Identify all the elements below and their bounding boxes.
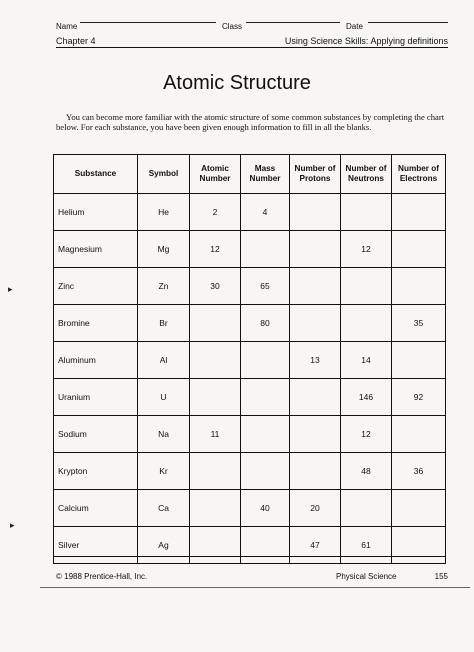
answer-cell[interactable] <box>190 527 241 564</box>
answer-cell[interactable]: 65 <box>241 268 290 305</box>
answer-cell[interactable] <box>241 231 290 268</box>
answer-cell[interactable] <box>190 305 241 342</box>
answer-cell[interactable]: 12 <box>341 416 392 453</box>
answer-cell[interactable] <box>290 194 341 231</box>
book-title: Physical Science <box>336 572 397 581</box>
table-cell: Mg <box>138 231 190 268</box>
answer-cell[interactable]: 61 <box>341 527 392 564</box>
answer-cell[interactable]: 30 <box>190 268 241 305</box>
column-header: Number of Electrons <box>392 155 446 194</box>
table-row <box>54 194 446 231</box>
answer-cell[interactable] <box>290 379 341 416</box>
answer-cell[interactable]: 11 <box>190 416 241 453</box>
answer-cell[interactable] <box>392 194 446 231</box>
table-cell: Calcium <box>54 490 138 527</box>
answer-cell[interactable] <box>341 490 392 527</box>
table-cell: He <box>138 194 190 231</box>
answer-cell[interactable] <box>290 305 341 342</box>
table-cell: Sodium <box>54 416 138 453</box>
table-cell: Kr <box>138 453 190 490</box>
column-header: Mass Number <box>241 155 290 194</box>
table-row <box>54 268 446 305</box>
table-cell: Helium <box>54 194 138 231</box>
answer-cell[interactable]: 48 <box>341 453 392 490</box>
table-cell: Ca <box>138 490 190 527</box>
table-row <box>54 231 446 268</box>
answer-cell[interactable] <box>341 305 392 342</box>
table-row <box>54 416 446 453</box>
answer-cell[interactable] <box>392 416 446 453</box>
header-fields <box>56 22 448 34</box>
answer-cell[interactable] <box>190 342 241 379</box>
name-label: Name <box>56 22 78 31</box>
column-header: Substance <box>54 155 138 194</box>
answer-cell[interactable] <box>190 490 241 527</box>
class-label: Class <box>222 22 243 31</box>
answer-cell[interactable] <box>341 194 392 231</box>
column-header: Number of Protons <box>290 155 341 194</box>
table-cell: Aluminum <box>54 342 138 379</box>
date-field[interactable] <box>368 22 448 23</box>
answer-cell[interactable] <box>392 268 446 305</box>
table-row <box>54 342 446 379</box>
answer-cell[interactable]: 80 <box>241 305 290 342</box>
chapter-label: Chapter 4 <box>56 36 96 46</box>
answer-cell[interactable] <box>392 527 446 564</box>
class-field[interactable] <box>246 22 340 23</box>
answer-cell[interactable]: 20 <box>290 490 341 527</box>
answer-cell[interactable]: 12 <box>341 231 392 268</box>
answer-cell[interactable]: 40 <box>241 490 290 527</box>
table-cell: Krypton <box>54 453 138 490</box>
table-bottom-rule <box>53 556 445 557</box>
table-cell: Br <box>138 305 190 342</box>
answer-cell[interactable]: 13 <box>290 342 341 379</box>
answer-cell[interactable] <box>290 453 341 490</box>
table-row <box>54 305 446 342</box>
answer-cell[interactable] <box>392 490 446 527</box>
table-body <box>54 194 446 564</box>
table-header-row <box>54 155 446 194</box>
table-row <box>54 527 446 564</box>
column-header: Atomic Number <box>190 155 241 194</box>
answer-cell[interactable]: 2 <box>190 194 241 231</box>
answer-cell[interactable] <box>290 416 341 453</box>
answer-cell[interactable] <box>290 231 341 268</box>
answer-cell[interactable] <box>241 527 290 564</box>
copyright: © 1988 Prentice-Hall, Inc. <box>56 572 148 581</box>
page-title: Atomic Structure <box>163 72 311 94</box>
answer-cell[interactable] <box>392 231 446 268</box>
answer-cell[interactable]: 4 <box>241 194 290 231</box>
atomic-structure-table <box>53 154 446 564</box>
answer-cell[interactable]: 12 <box>190 231 241 268</box>
table-cell: Zinc <box>54 268 138 305</box>
table-cell: Zn <box>138 268 190 305</box>
answer-cell[interactable]: 36 <box>392 453 446 490</box>
answer-cell[interactable] <box>241 379 290 416</box>
answer-cell[interactable] <box>241 416 290 453</box>
hole-punch-mark: ▸ <box>10 520 15 530</box>
answer-cell[interactable] <box>241 453 290 490</box>
answer-cell[interactable]: 47 <box>290 527 341 564</box>
column-header: Number of Neutrons <box>341 155 392 194</box>
table-cell: Silver <box>54 527 138 564</box>
answer-cell[interactable]: 14 <box>341 342 392 379</box>
table-row <box>54 490 446 527</box>
date-label: Date <box>346 22 363 31</box>
answer-cell[interactable] <box>241 342 290 379</box>
table-row <box>54 453 446 490</box>
answer-cell[interactable]: 146 <box>341 379 392 416</box>
column-header: Symbol <box>138 155 190 194</box>
table-row <box>54 379 446 416</box>
table-cell: Ag <box>138 527 190 564</box>
answer-cell[interactable] <box>341 268 392 305</box>
answer-cell[interactable] <box>190 453 241 490</box>
table-cell: Na <box>138 416 190 453</box>
answer-cell[interactable] <box>190 379 241 416</box>
section-label: Using Science Skills: Applying definitions <box>284 36 448 46</box>
table-cell: Uranium <box>54 379 138 416</box>
hole-punch-mark: ▸ <box>8 284 13 294</box>
answer-cell[interactable] <box>392 342 446 379</box>
name-field[interactable] <box>80 22 216 23</box>
table-cell: Al <box>138 342 190 379</box>
table-cell: Magnesium <box>54 231 138 268</box>
intro-text: You can become more familiar with the atomic structure of some common substances by completing the chart below. For each substance, you have been given enough information to fill in all the blanks. <box>56 112 445 133</box>
answer-cell[interactable] <box>290 268 341 305</box>
answer-cell[interactable]: 92 <box>392 379 446 416</box>
header-rule <box>56 47 448 48</box>
page-number: 155 <box>434 572 448 581</box>
table-cell: Bromine <box>54 305 138 342</box>
table-cell: U <box>138 379 190 416</box>
answer-cell[interactable]: 35 <box>392 305 446 342</box>
footer-rule <box>40 587 470 588</box>
